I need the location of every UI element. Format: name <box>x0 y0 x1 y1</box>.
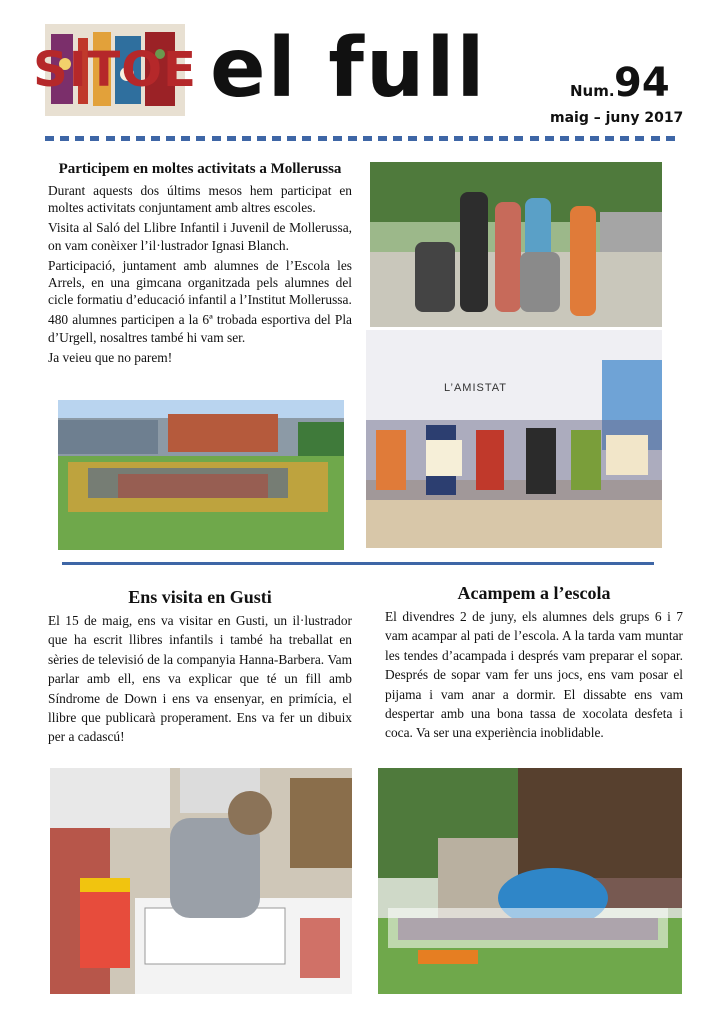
issue-number-label: Num. <box>570 82 615 100</box>
dash-segment <box>651 136 660 141</box>
article-paragraph: Durant aquests dos últims mesos hem participat en moltes activitats conjuntament amb altres escoles. <box>48 183 352 216</box>
photo-indoor-group <box>366 330 662 548</box>
dash-segment <box>590 136 599 141</box>
dash-segment <box>575 136 584 141</box>
dash-segment <box>181 136 190 141</box>
dashed-divider <box>45 136 675 141</box>
dash-segment <box>620 136 629 141</box>
dash-segment <box>272 136 281 141</box>
dash-segment <box>484 136 493 141</box>
dash-segment <box>424 136 433 141</box>
photo-sports-meeting <box>58 400 344 550</box>
photo-outdoor-group <box>370 162 662 327</box>
dash-segment <box>75 136 84 141</box>
dash-segment <box>90 136 99 141</box>
article-paragraph: Visita al Saló del Llibre Infantil i Juvenil de Mollerussa, on vam conèixer l’il·lustrador Ignasi Blanch. <box>48 220 352 253</box>
dash-segment <box>227 136 236 141</box>
issue-number: 94 <box>614 60 670 106</box>
article-body: El 15 de maig, ens va visitar en Gusti, un il·lustrador que ha escrit llibres infantils i també ha treballat en sèries de televisió de la companyia Hanna-Barbera. Vam parlar amb ell, ens va explicar que té un fill amb Síndrome de Down i ens va ensenyar, en primícia, el llibre que publicarà properament. Ens va fer un dibuix per a cadascú! <box>48 613 352 745</box>
dash-segment <box>333 136 342 141</box>
dash-segment <box>348 136 357 141</box>
dash-segment <box>635 136 644 141</box>
issue-date: maig – juny 2017 <box>550 110 684 126</box>
article-paragraph: Participació, juntament amb alumnes de l’Escola les Arrels, en una gimcana organitzada pels alumnes del cicle formatiu d’educació infantil a l’Institut Mollerussa. <box>48 257 352 308</box>
dash-segment <box>287 136 296 141</box>
dash-segment <box>166 136 175 141</box>
dash-segment <box>60 136 69 141</box>
photo-camping-group <box>378 768 682 994</box>
dash-segment <box>393 136 402 141</box>
dash-segment <box>318 136 327 141</box>
article-paragraph: 480 alumnes participen a la 6ª trobada esportiva del Pla d’Urgell, nosaltres també hi vam ser. <box>48 312 352 345</box>
dash-segment <box>469 136 478 141</box>
room-sign: L’AMISTAT <box>444 382 507 394</box>
dash-segment <box>666 136 675 141</box>
article-heading: Acampem a l’escola <box>457 583 611 603</box>
article-heading: Ens visita en Gusti <box>128 587 272 607</box>
dash-segment <box>378 136 387 141</box>
dash-segment <box>454 136 463 141</box>
dash-segment <box>45 136 54 141</box>
dash-segment <box>439 136 448 141</box>
dash-segment <box>257 136 266 141</box>
dash-segment <box>121 136 130 141</box>
dash-segment <box>605 136 614 141</box>
dash-segment <box>545 136 554 141</box>
dash-segment <box>242 136 251 141</box>
photo-illustrator-drawing <box>50 768 352 994</box>
article-paragraph: Ja veieu que no parem! <box>48 349 173 365</box>
article-camping <box>385 582 683 743</box>
article-activities <box>48 160 352 369</box>
dash-segment <box>212 136 221 141</box>
newsletter-logo <box>33 24 197 116</box>
dash-segment <box>151 136 160 141</box>
dash-segment <box>514 136 523 141</box>
dash-segment <box>499 136 508 141</box>
dash-segment <box>408 136 417 141</box>
newsletter-title: el full <box>210 21 487 116</box>
dash-segment <box>560 136 569 141</box>
dash-segment <box>530 136 539 141</box>
dash-segment <box>196 136 205 141</box>
dash-segment <box>302 136 311 141</box>
article-heading: Participem en moltes activitats a Mollerussa <box>58 161 342 177</box>
logo-text: SITOE <box>33 42 197 98</box>
dash-segment <box>363 136 372 141</box>
article-body: El divendres 2 de juny, els alumnes dels grups 6 i 7 vam acampar al pati de l’escola. A la tarda vam muntar les tendes d’acampada i després vam preparar el sopar. Després de sopar vam fer uns jocs, ens vam posar el pijama i vam anar a dormir. El dissabte ens vam despertar amb una bona tassa de xocolata desfeta i coca. Va ser una experiència inoblidable. <box>385 609 683 741</box>
dash-segment <box>136 136 145 141</box>
article-gusti <box>48 586 352 747</box>
section-divider <box>62 562 654 565</box>
dash-segment <box>106 136 115 141</box>
